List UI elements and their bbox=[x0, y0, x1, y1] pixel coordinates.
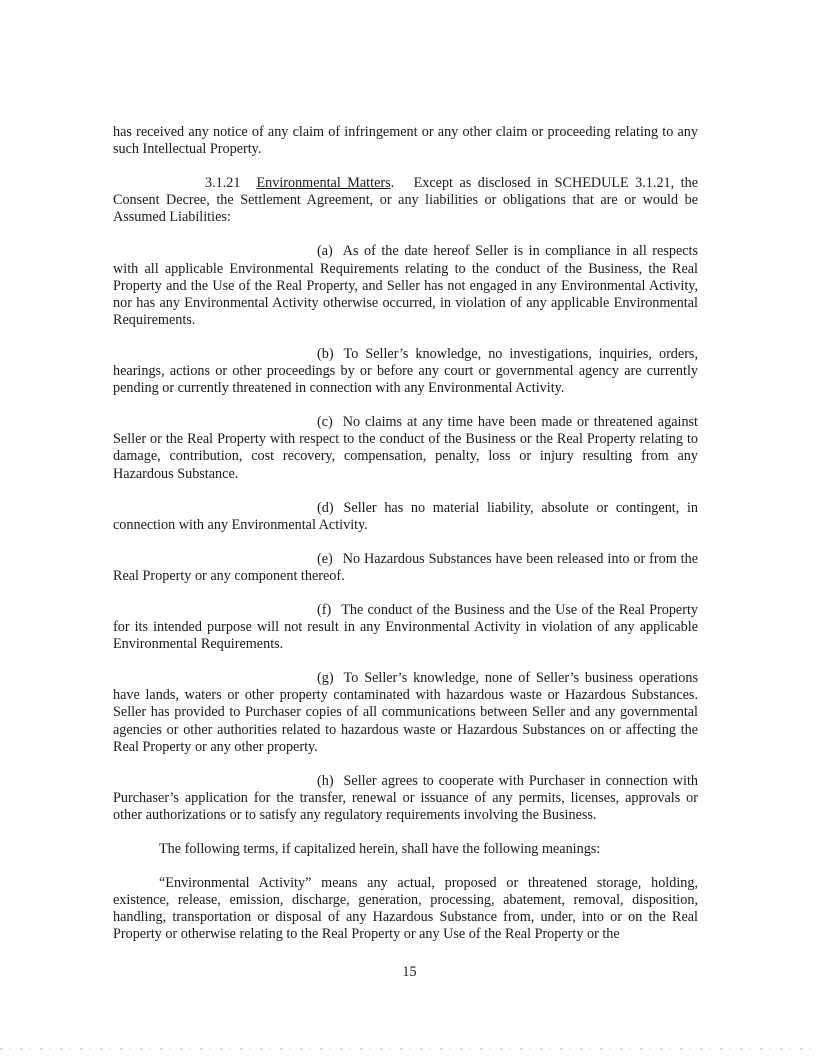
paragraph-continuation bbox=[113, 124, 698, 158]
definition-environmental-activity bbox=[113, 875, 698, 943]
clause-label: (c) bbox=[317, 414, 333, 431]
clause-text: Seller has no material liability, absolute or contingent, in connection with any Environmental Activity. bbox=[113, 499, 698, 533]
scan-artifact-line bbox=[0, 1048, 819, 1050]
clause-h bbox=[113, 773, 698, 824]
clause-text: As of the date hereof Seller is in compliance in all respects with all applicable Environmental Requirements relating to the conduct of the Business, the Real Property and the Use of the Real Property, and Seller has not engaged in any Environmental Activity, nor has any Environmental Activity otherwise occurred, in violation of any applicable Environmental Requirements. bbox=[113, 243, 698, 328]
paragraph-text: Except as disclosed in SCHEDULE 3.1.21, the Consent Decree, the Settlement Agreement, or any liabilities or obligations that are or would be Assumed Liabilities: bbox=[113, 175, 698, 226]
page-number: 15 bbox=[402, 964, 417, 980]
clause-c bbox=[113, 414, 698, 482]
paragraph-text: “Environmental Activity” means any actual, proposed or threatened storage, holding, existence, release, emission, discharge, generation, processing, abatement, removal, disposition, handling, transportation or disposal of any Hazardous Substance from, under, into or on the Real Property or otherwise relating to the Real Property or any Use of the Real Property or the bbox=[113, 875, 698, 943]
clause-b bbox=[113, 346, 698, 397]
clause-text: To Seller’s knowledge, none of Seller’s business operations have lands, waters or other property contaminated with hazardous waste or Hazardous Substances. Seller has provided to Purchaser copies of all communications between Seller and any governmental agencies or other authorities related to hazardous waste or Hazardous Substances on or affecting the Real Property or any other property. bbox=[113, 670, 698, 755]
clause-label: (g) bbox=[317, 670, 334, 687]
clause-e bbox=[113, 551, 698, 585]
clause-label: (e) bbox=[317, 550, 333, 567]
clause-label: (a) bbox=[317, 243, 333, 260]
definitions-intro bbox=[113, 841, 698, 858]
clause-text: The conduct of the Business and the Use of the Real Property for its intended purpose will not result in any Environmental Activity in violation of any applicable Environmental Requirements. bbox=[113, 601, 698, 653]
clause-text: To Seller’s knowledge, no investigations, inquiries, orders, hearings, actions or other proceedings by or before any court or governmental agency are currently pending or currently threatened in connection with any Environmental Activity. bbox=[113, 345, 698, 397]
clause-g bbox=[113, 670, 698, 755]
paragraph-text: has received any notice of any claim of infringement or any other claim or proceeding relating to any such Intellectual Property. bbox=[113, 124, 698, 158]
clause-a bbox=[113, 243, 698, 328]
paragraph-text: The following terms, if capitalized herein, shall have the following meanings: bbox=[159, 841, 601, 857]
clause-f bbox=[113, 602, 698, 653]
document-page bbox=[113, 124, 698, 960]
section-3-1-21 bbox=[113, 175, 698, 226]
section-number: 3.1.21 bbox=[205, 175, 241, 192]
heading-punctuation: . bbox=[390, 175, 395, 192]
clause-text: No Hazardous Substances have been released into or from the Real Property or any component thereof. bbox=[113, 550, 698, 584]
clause-text: Seller agrees to cooperate with Purchaser in connection with Purchaser’s application for the transfer, renewal or issuance of any permits, licenses, approvals or other authorizations or to satisfy any regulatory requirements involving the Business. bbox=[113, 772, 698, 823]
clause-label: (b) bbox=[317, 345, 334, 362]
clause-label: (h) bbox=[317, 772, 334, 789]
section-heading: Environmental Matters bbox=[256, 175, 391, 192]
clause-label: (d) bbox=[317, 499, 334, 516]
clause-text: No claims at any time have been made or threatened against Seller or the Real Property with respect to the conduct of the Business or the Real Property relating to damage, contribution, cost recovery, compensation, penalty, loss or injury resulting from any Hazardous Substance. bbox=[113, 414, 698, 482]
clause-d bbox=[113, 500, 698, 534]
clause-label: (f) bbox=[317, 601, 332, 618]
